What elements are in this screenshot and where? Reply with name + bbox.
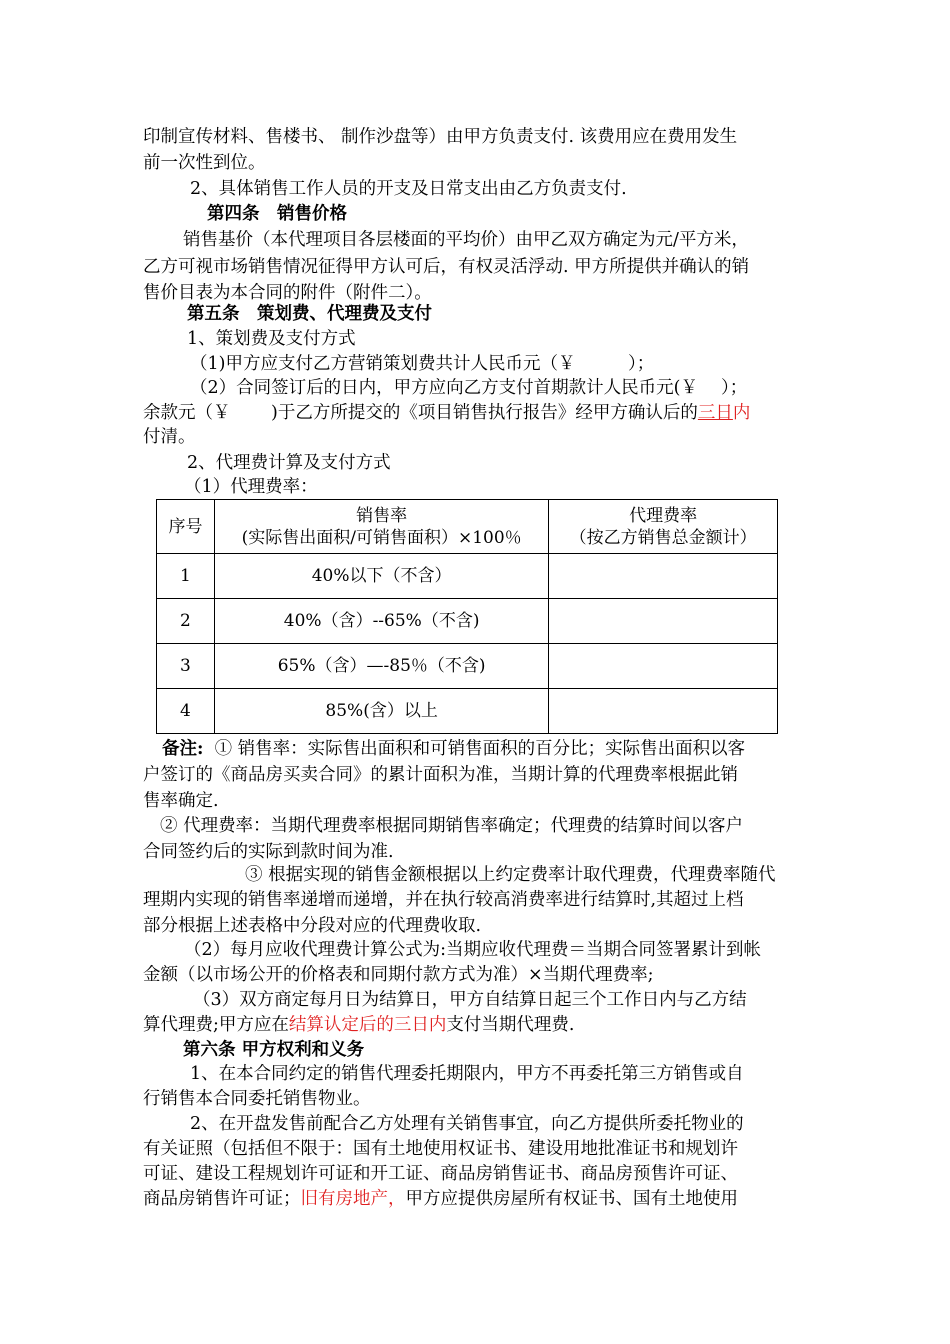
table-row [157, 644, 778, 689]
paragraph-line [143, 1012, 811, 1038]
paragraph-line: 2、具体销售工作人员的开支及日常支出由乙方负责支付. [190, 179, 627, 199]
note-line: 理期内实现的销售率递增而递增，并在执行较高消费率进行结算时,其超过上档 [143, 890, 744, 910]
table-row [157, 599, 778, 644]
header-no: 序号 [157, 500, 215, 554]
table-row [157, 689, 778, 734]
paragraph-line: （3）双方商定每月日为结算日，甲方自结算日起三个工作日内与乙方结 [193, 990, 747, 1010]
cell-no: 3 [157, 644, 215, 689]
paragraph-line: 行销售本合同委托销售物业。 [143, 1089, 371, 1109]
note-line: 户签订的《商品房买卖合同》的累计面积为准，当期计算的代理费率根据此销 [143, 765, 738, 785]
section-heading: 1、策划费及支付方式 [187, 329, 356, 349]
text-span: 算代理费;甲方应在 [143, 1015, 289, 1035]
notes-label: 备注: [162, 739, 204, 759]
cell-no: 1 [157, 554, 215, 599]
cell-fee [549, 554, 778, 599]
paragraph-line: （2）合同签订后的日内，甲方应向乙方支付首期款计人民币元(￥ ）； [190, 378, 748, 398]
header-text: 销售率 [356, 505, 408, 526]
cell-fee [549, 644, 778, 689]
cell-fee [549, 599, 778, 644]
cell-fee [549, 689, 778, 734]
paragraph-line: 销售基价（本代理项目各层楼面的平均价）由甲乙双方确定为元/平方米， [183, 230, 749, 250]
cell-rate: 85%(含）以上 [214, 689, 548, 734]
article-6-title: 第六条 甲方权利和义务 [183, 1040, 365, 1060]
paragraph-line: （2）每月应收代理费计算公式为:当期应收代理费＝当期合同签署累计到帐 [184, 940, 762, 960]
paragraph-line: 2、在开盘发售前配合乙方处理有关销售事宜，向乙方提供所委托物业的 [190, 1114, 744, 1134]
text-span: 甲方应提供房屋所有权证书、国有土地使用 [405, 1189, 738, 1209]
cell-no: 4 [157, 689, 215, 734]
cell-no: 2 [157, 599, 215, 644]
note-line: 售率确定. [143, 791, 219, 811]
text-span: 商品房销售许可证； [143, 1189, 301, 1209]
highlighted-text: 内 [732, 403, 751, 423]
cell-rate: 65%（含）—-85％（不含) [214, 644, 548, 689]
header-text: （按乙方销售总金额计） [569, 527, 757, 548]
text-span: 支付当期代理费. [446, 1015, 575, 1035]
highlighted-text: 旧有房地产， [300, 1189, 406, 1209]
note-line: ② 代理费率：当期代理费率根据同期销售率确定；代理费的结算时间以客户 [160, 816, 744, 836]
cell-rate: 40%以下（不含） [214, 554, 548, 599]
header-fee-rate [549, 500, 778, 554]
header-text: (实际售出面积/可销售面积）×100％ [241, 527, 522, 548]
cell-rate: 40%（含）--65%（不含) [214, 599, 548, 644]
note-line: 部分根据上述表格中分段对应的代理费收取. [143, 916, 482, 936]
agency-fee-rate-table [156, 499, 778, 734]
note-line: 合同签约后的实际到款时间为准. [143, 842, 394, 862]
paragraph-line: 印制宣传材料、售楼书、 制作沙盘等）由甲方负责支付. 该费用应在费用发生 [143, 127, 738, 147]
article-5-title: 第五条 策划费、代理费及支付 [187, 304, 432, 324]
table-row [157, 554, 778, 599]
highlighted-text: 三日 [697, 403, 733, 423]
paragraph-line: 金额（以市场公开的价格表和同期付款方式为准）×当期代理费率; [143, 965, 654, 985]
note-line: ③ 根据实现的销售金额根据以上约定费率计取代理费，代理费率随代 [245, 865, 776, 885]
text-span: ① 销售率：实际售出面积和可销售面积的百分比；实际售出面积以客 [214, 739, 746, 759]
paragraph-line: 售价目表为本合同的附件（附件二）。 [143, 283, 432, 303]
paragraph-line: 乙方可视市场销售情况征得甲方认可后，有权灵活浮动. 甲方所提供并确认的销 [143, 257, 750, 277]
paragraph-line: 可证、建设工程规划许可证和开工证、商品房销售证书、商品房预售许可证、 [143, 1164, 738, 1184]
paragraph-line: 前一次性到位。 [143, 153, 266, 173]
paragraph-line [143, 400, 811, 426]
paragraph-line: （1)甲方应支付乙方营销策划费共计人民币元（￥ ）； [190, 354, 655, 374]
paragraph-line [143, 1186, 811, 1212]
table-header-row [157, 500, 778, 554]
header-sales-rate [214, 500, 548, 554]
article-4-title: 第四条 销售价格 [207, 204, 347, 224]
header-text: 代理费率 [629, 505, 698, 526]
paragraph-line: 1、在本合同约定的销售代理委托期限内，甲方不再委托第三方销售或自 [190, 1064, 744, 1084]
text-span: 余款元（￥ )于乙方所提交的《项目销售执行报告》经甲方确认后的 [143, 403, 698, 423]
paragraph-line: 有关证照（包括但不限于：国有土地使用权证书、建设用地批准证书和规划许 [143, 1139, 738, 1159]
paragraph-line: （1）代理费率： [184, 477, 318, 497]
highlighted-text: 结算认定后的三日内 [288, 1015, 447, 1035]
section-heading: 2、代理费计算及支付方式 [187, 453, 391, 473]
paragraph-line: 付清。 [143, 427, 196, 447]
note-line [162, 736, 830, 762]
